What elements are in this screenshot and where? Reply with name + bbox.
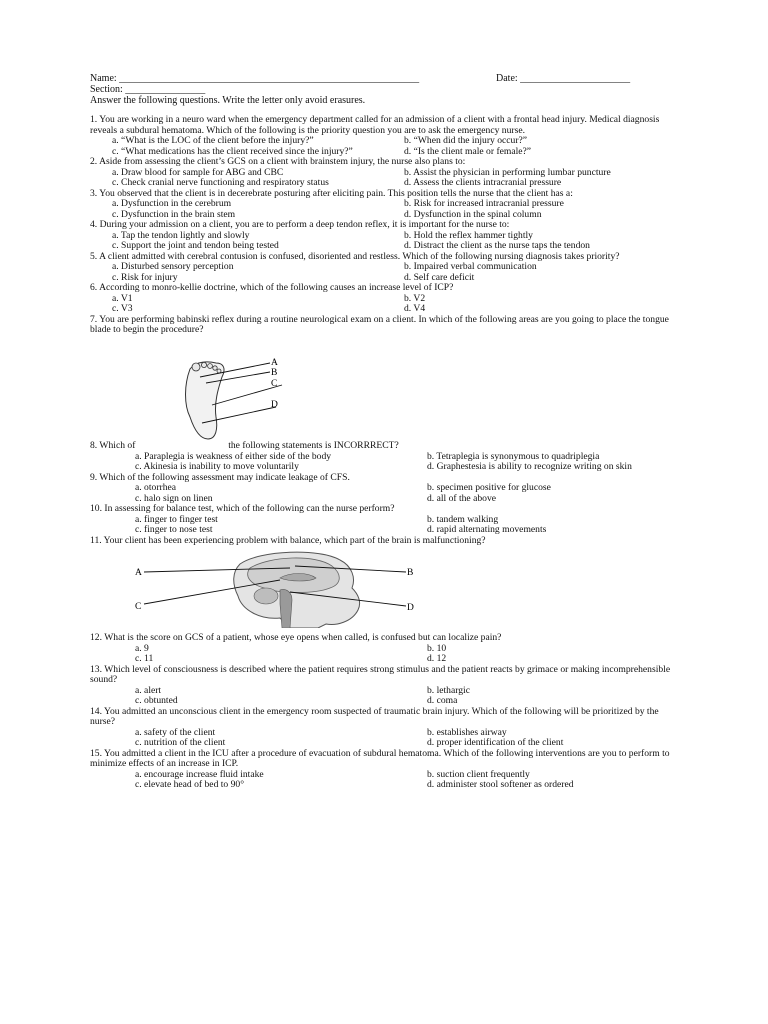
- question-9-option-b: b. specimen positive for glucose: [427, 482, 551, 493]
- question-9-text: 9. Which of the following assessment may indicate leakage of CFS.: [90, 471, 350, 483]
- question-12-options: [90, 644, 680, 665]
- foot-label-c: C: [271, 379, 278, 389]
- date-label: Date:: [496, 73, 518, 84]
- question-1-option-a: a. “What is the LOC of the client before the injury?”: [112, 135, 314, 146]
- question-13-option-a: a. alert: [135, 684, 162, 696]
- foot-label-d: D: [271, 400, 278, 410]
- question-10-option-c: c. finger to nose test: [135, 524, 213, 535]
- question-14-option-c: c. nutrition of the client: [135, 737, 226, 748]
- question-3-option-b: b. Risk for increased intracranial pressure: [404, 198, 564, 209]
- question-14-options: [90, 728, 680, 749]
- question-12-option-b: b. 10: [427, 642, 447, 654]
- question-1-text: 1. You are working in a neuro ward when the emergency department called for an admission of a client with a frontal head injury. Medical diagnosis reveals a subdural hematoma. Which of the following is the priority question you are to ask the emergency nurse.: [90, 114, 660, 136]
- question-10-option-b: b. tandem walking: [427, 513, 499, 525]
- question-15-option-d: d. administer stool softener as ordered: [427, 779, 574, 790]
- question-3-options: [90, 199, 680, 220]
- question-10-option-d: d. rapid alternating movements: [427, 524, 547, 535]
- question-11-text: 11. Your client has been experiencing problem with balance, which part of the brain is malfunctioning?: [90, 534, 486, 546]
- question-8-text-start: 8. Which of: [90, 440, 136, 451]
- date-line[interactable]: ______________________: [520, 73, 631, 84]
- question-6-text: 6. According to monro-kellie doctrine, which of the following causes an increase level of ICP?: [90, 282, 454, 293]
- question-13-option-d: d. coma: [427, 695, 458, 706]
- questions-8-11: [90, 441, 680, 546]
- question-5-option-d: d. Self care deficit: [404, 271, 475, 283]
- question-9-options: [90, 483, 680, 504]
- question-1-option-c: c. “What medications has the client received since the injury?”: [112, 145, 353, 157]
- brain-diagram: [130, 548, 430, 628]
- question-5-text: 5. A client admitted with cerebral contusion is confused, disoriented and restless. Which of the following nursing diagnosis takes priority?: [90, 250, 620, 262]
- toe-4: [213, 366, 217, 370]
- question-8-option-c: c. Akinesia is inability to move voluntarily: [135, 461, 299, 472]
- question-8-option-d: d. Graphestesia is ability to recognize writing on skin: [427, 461, 632, 472]
- question-2-option-c: c. Check cranial nerve functioning and respiratory status: [112, 177, 329, 188]
- question-1-option-d: d. “Is the client male or female?”: [404, 145, 532, 157]
- question-3-option-a: a. Dysfunction in the cerebrum: [112, 198, 232, 209]
- brainstem-shape: [280, 589, 292, 628]
- question-15-option-c: c. elevate head of bed to 90°: [135, 779, 245, 790]
- question-8-text-end: the following statements is INCORRRECT?: [228, 440, 399, 451]
- question-1-options: [90, 136, 680, 157]
- question-5-options: [90, 262, 680, 283]
- question-4-option-b: b. Hold the reflex hammer tightly: [404, 229, 533, 241]
- foot-label-a: A: [271, 358, 278, 368]
- question-15-option-a: a. encourage increase fluid intake: [135, 768, 264, 780]
- question-1-option-b: b. “When did the injury occur?”: [404, 135, 528, 146]
- question-12-option-a: a. 9: [135, 642, 149, 654]
- question-14-option-d: d. proper identification of the client: [427, 737, 564, 748]
- question-4-option-d: d. Distract the client as the nurse taps the tendon: [404, 240, 590, 251]
- cerebellum-shape: [254, 588, 278, 604]
- question-4-option-c: c. Support the joint and tendon being tested: [112, 240, 279, 251]
- brain-sagittal-illustration: [130, 548, 430, 628]
- question-6-option-a: a. V1: [112, 292, 133, 304]
- date-row: [496, 73, 630, 84]
- question-7-text: 7. You are performing babinski reflex during a routine neurological exam on a client. In which of the following areas are you going to place the tongue blade to begin the procedure?: [90, 313, 669, 335]
- name-row: [90, 73, 419, 84]
- question-9-option-a: a. otorrhea: [135, 482, 177, 493]
- question-4-options: [90, 231, 680, 252]
- question-10-text: 10. In assessing for balance test, which of the following can the nurse perform?: [90, 503, 395, 514]
- question-8-option-a: a. Paraplegia is weakness of either side of the body: [135, 450, 332, 462]
- questions-1-7: [90, 115, 680, 336]
- question-10-options: [90, 515, 680, 536]
- question-15-text: 15. You admitted a client in the ICU after a procedure of evacuation of subdural hematoma. Which of the following interventions are you to perform to minimize effects of an increase in ICP.: [90, 747, 670, 769]
- question-2-option-a: a. Draw blood for sample for ABG and CBC: [112, 166, 284, 178]
- name-label: Name:: [90, 73, 117, 84]
- toe-5: [217, 369, 221, 373]
- foot-sole-illustration: [170, 355, 300, 440]
- question-5-option-a: a. Disturbed sensory perception: [112, 261, 234, 272]
- section-row: [90, 84, 205, 95]
- brain-label-a: A: [135, 568, 142, 578]
- section-line[interactable]: ________________: [125, 84, 206, 95]
- section-label: Section:: [90, 84, 123, 95]
- question-6-options: [90, 294, 680, 315]
- question-13-options: [90, 686, 680, 707]
- foot-diagram: [170, 355, 300, 440]
- question-14-text: 14. You admitted an unconscious client in the emergency room suspected of traumatic brain injury. Which of the following will be prioritized by the nurse?: [90, 705, 659, 727]
- question-9-option-d: d. all of the above: [427, 492, 496, 504]
- question-12-text: 12. What is the score on GCS of a patient, whose eye opens when called, is confused but can localize pain?: [90, 632, 502, 643]
- question-10-option-a: a. finger to finger test: [135, 513, 218, 525]
- question-3-text: 3. You observed that the client is in decerebrate posturing after eliciting pain. This position tells the nurse that the client has a:: [90, 187, 573, 199]
- brain-label-b: B: [407, 568, 414, 578]
- question-12-option-d: d. 12: [427, 653, 447, 664]
- question-6-option-b: b. V2: [404, 292, 426, 304]
- name-line[interactable]: ____________________________________________________________: [119, 73, 420, 84]
- question-3-option-d: d. Dysfunction in the spinal column: [404, 208, 542, 220]
- question-6-option-d: d. V4: [404, 303, 426, 314]
- question-9-option-c: c. halo sign on linen: [135, 492, 213, 504]
- question-6-option-c: c. V3: [112, 303, 133, 314]
- question-13-text: 13. Which level of consciousness is described where the patient requires strong stimulus and the patient reacts by grimace or making incomprehensible sound?: [90, 663, 671, 685]
- question-2-option-d: d. Assess the clients intracranial pressure: [404, 177, 562, 188]
- question-4-option-a: a. Tap the tendon lightly and slowly: [112, 229, 250, 241]
- question-8-text: [90, 441, 680, 452]
- question-12-option-c: c. 11: [135, 653, 154, 664]
- big-toe: [192, 363, 200, 371]
- question-15-option-b: b. suction client frequently: [427, 768, 530, 780]
- instructions: Answer the following questions. Write the letter only avoid erasures.: [90, 95, 366, 106]
- question-8-options: [90, 452, 680, 473]
- question-2-text: 2. Aside from assessing the client’s GCS on a client with brainstem injury, the nurse also plans to:: [90, 156, 466, 167]
- question-15-options: [90, 770, 680, 791]
- brain-label-c: C: [135, 602, 142, 612]
- question-8-option-b: b. Tetraplegia is synonymous to quadriplegia: [427, 450, 600, 462]
- question-5-option-c: c. Risk for injury: [112, 271, 178, 283]
- question-13-option-c: c. obtunted: [135, 695, 178, 706]
- toe-2: [201, 362, 206, 367]
- question-5-option-b: b. Impaired verbal communication: [404, 261, 537, 272]
- question-3-option-c: c. Dysfunction in the brain stem: [112, 208, 236, 220]
- question-13-option-b: b. lethargic: [427, 684, 470, 696]
- question-14-option-b: b. establishes airway: [427, 726, 507, 738]
- foot-label-b: B: [271, 368, 278, 378]
- questions-12-15: [90, 633, 680, 791]
- question-2-option-b: b. Assist the physician in performing lumbar puncture: [404, 166, 611, 178]
- brain-label-d: D: [407, 603, 414, 613]
- question-14-option-a: a. safety of the client: [135, 726, 216, 738]
- toe-3: [208, 364, 213, 369]
- question-4-text: 4. During your admission on a client, you are to perform a deep tendon reflex, it is important for the nurse to:: [90, 219, 510, 230]
- question-2-options: [90, 168, 680, 189]
